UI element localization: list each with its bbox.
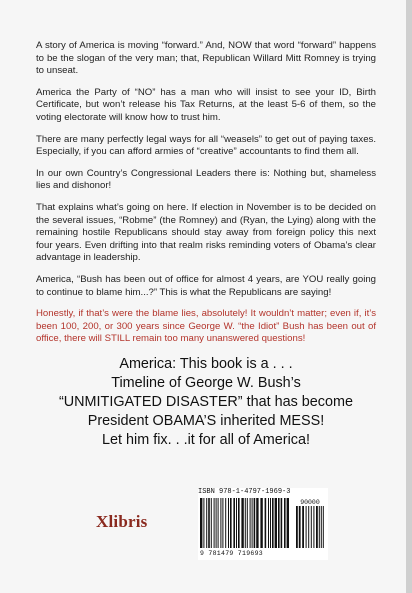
blurb-paragraph-1: A story of America is moving “forward.” And, NOW that word “forward” happens to be the slogan of the very man; that, Republican Willard Mitt Romney is trying to unseat. [36, 40, 376, 77]
tagline-line-5: Let him fix. . .it for all of America! [102, 432, 310, 448]
spine-edge [406, 0, 412, 593]
blurb-paragraph-5: That explains what’s going on here. If election in November is to be decided on the several issues, “Robme” (the Romney) and (Ryan, the Lying) along with the remaining hostile Republicans should stay away from foreign policy this next four years. Even drifting into that realm risks reminding voters of Obama’s clear advantage in leadership. [36, 201, 376, 264]
barcode-image [198, 498, 328, 550]
barcode-block [198, 488, 328, 560]
blurb-paragraph-6: America, “Bush has been out of office for almost 4 years, are YOU really going to continue to blame him...?” This is what the Republicans are saying! [36, 273, 376, 298]
blurb-paragraph-7: Honestly, if that’s were the blame lies, absolutely! It wouldn’t matter; even if, it’s been 100, 200, or 300 years since George W. “the Idiot” Bush has been out of office, there will STILL remain too many unanswered questions! [36, 308, 376, 345]
tagline-line-2: Timeline of George W. Bush’s [111, 375, 301, 391]
blurb-paragraph-3: There are many perfectly legal ways for all “weasels” to get out of paying taxes. Especially, if you can afford armies of “creative” accountants to find them all. [36, 133, 376, 158]
barcode-addon-number: 90000 [300, 499, 320, 506]
tagline-line-4: President OBAMA’S inherited MESS! [87, 413, 325, 429]
barcode-number: 9 781479 719693 [200, 550, 264, 557]
tagline-line-1: America: This book is a . . . [119, 356, 293, 372]
tagline [20, 355, 392, 450]
isbn-label: ISBN 978-1-4797-1969-3 [198, 488, 291, 496]
publisher-logo: Xlibris [96, 512, 148, 531]
blurb-paragraph-2: America the Party of “NO” has a man who will insist to see your ID, Birth Certificate, but won’t release his Tax Returns, at the least 5-6 of them, so the voting electorate will know how to trust him. [36, 86, 376, 123]
tagline-line-3: “UNMITIGATED DISASTER” that has become [58, 394, 353, 410]
blurb-paragraph-4: In our own Country’s Congressional Leaders there is: Nothing but, shameless lies and dishonor! [36, 167, 376, 192]
blurb-text [36, 40, 376, 355]
